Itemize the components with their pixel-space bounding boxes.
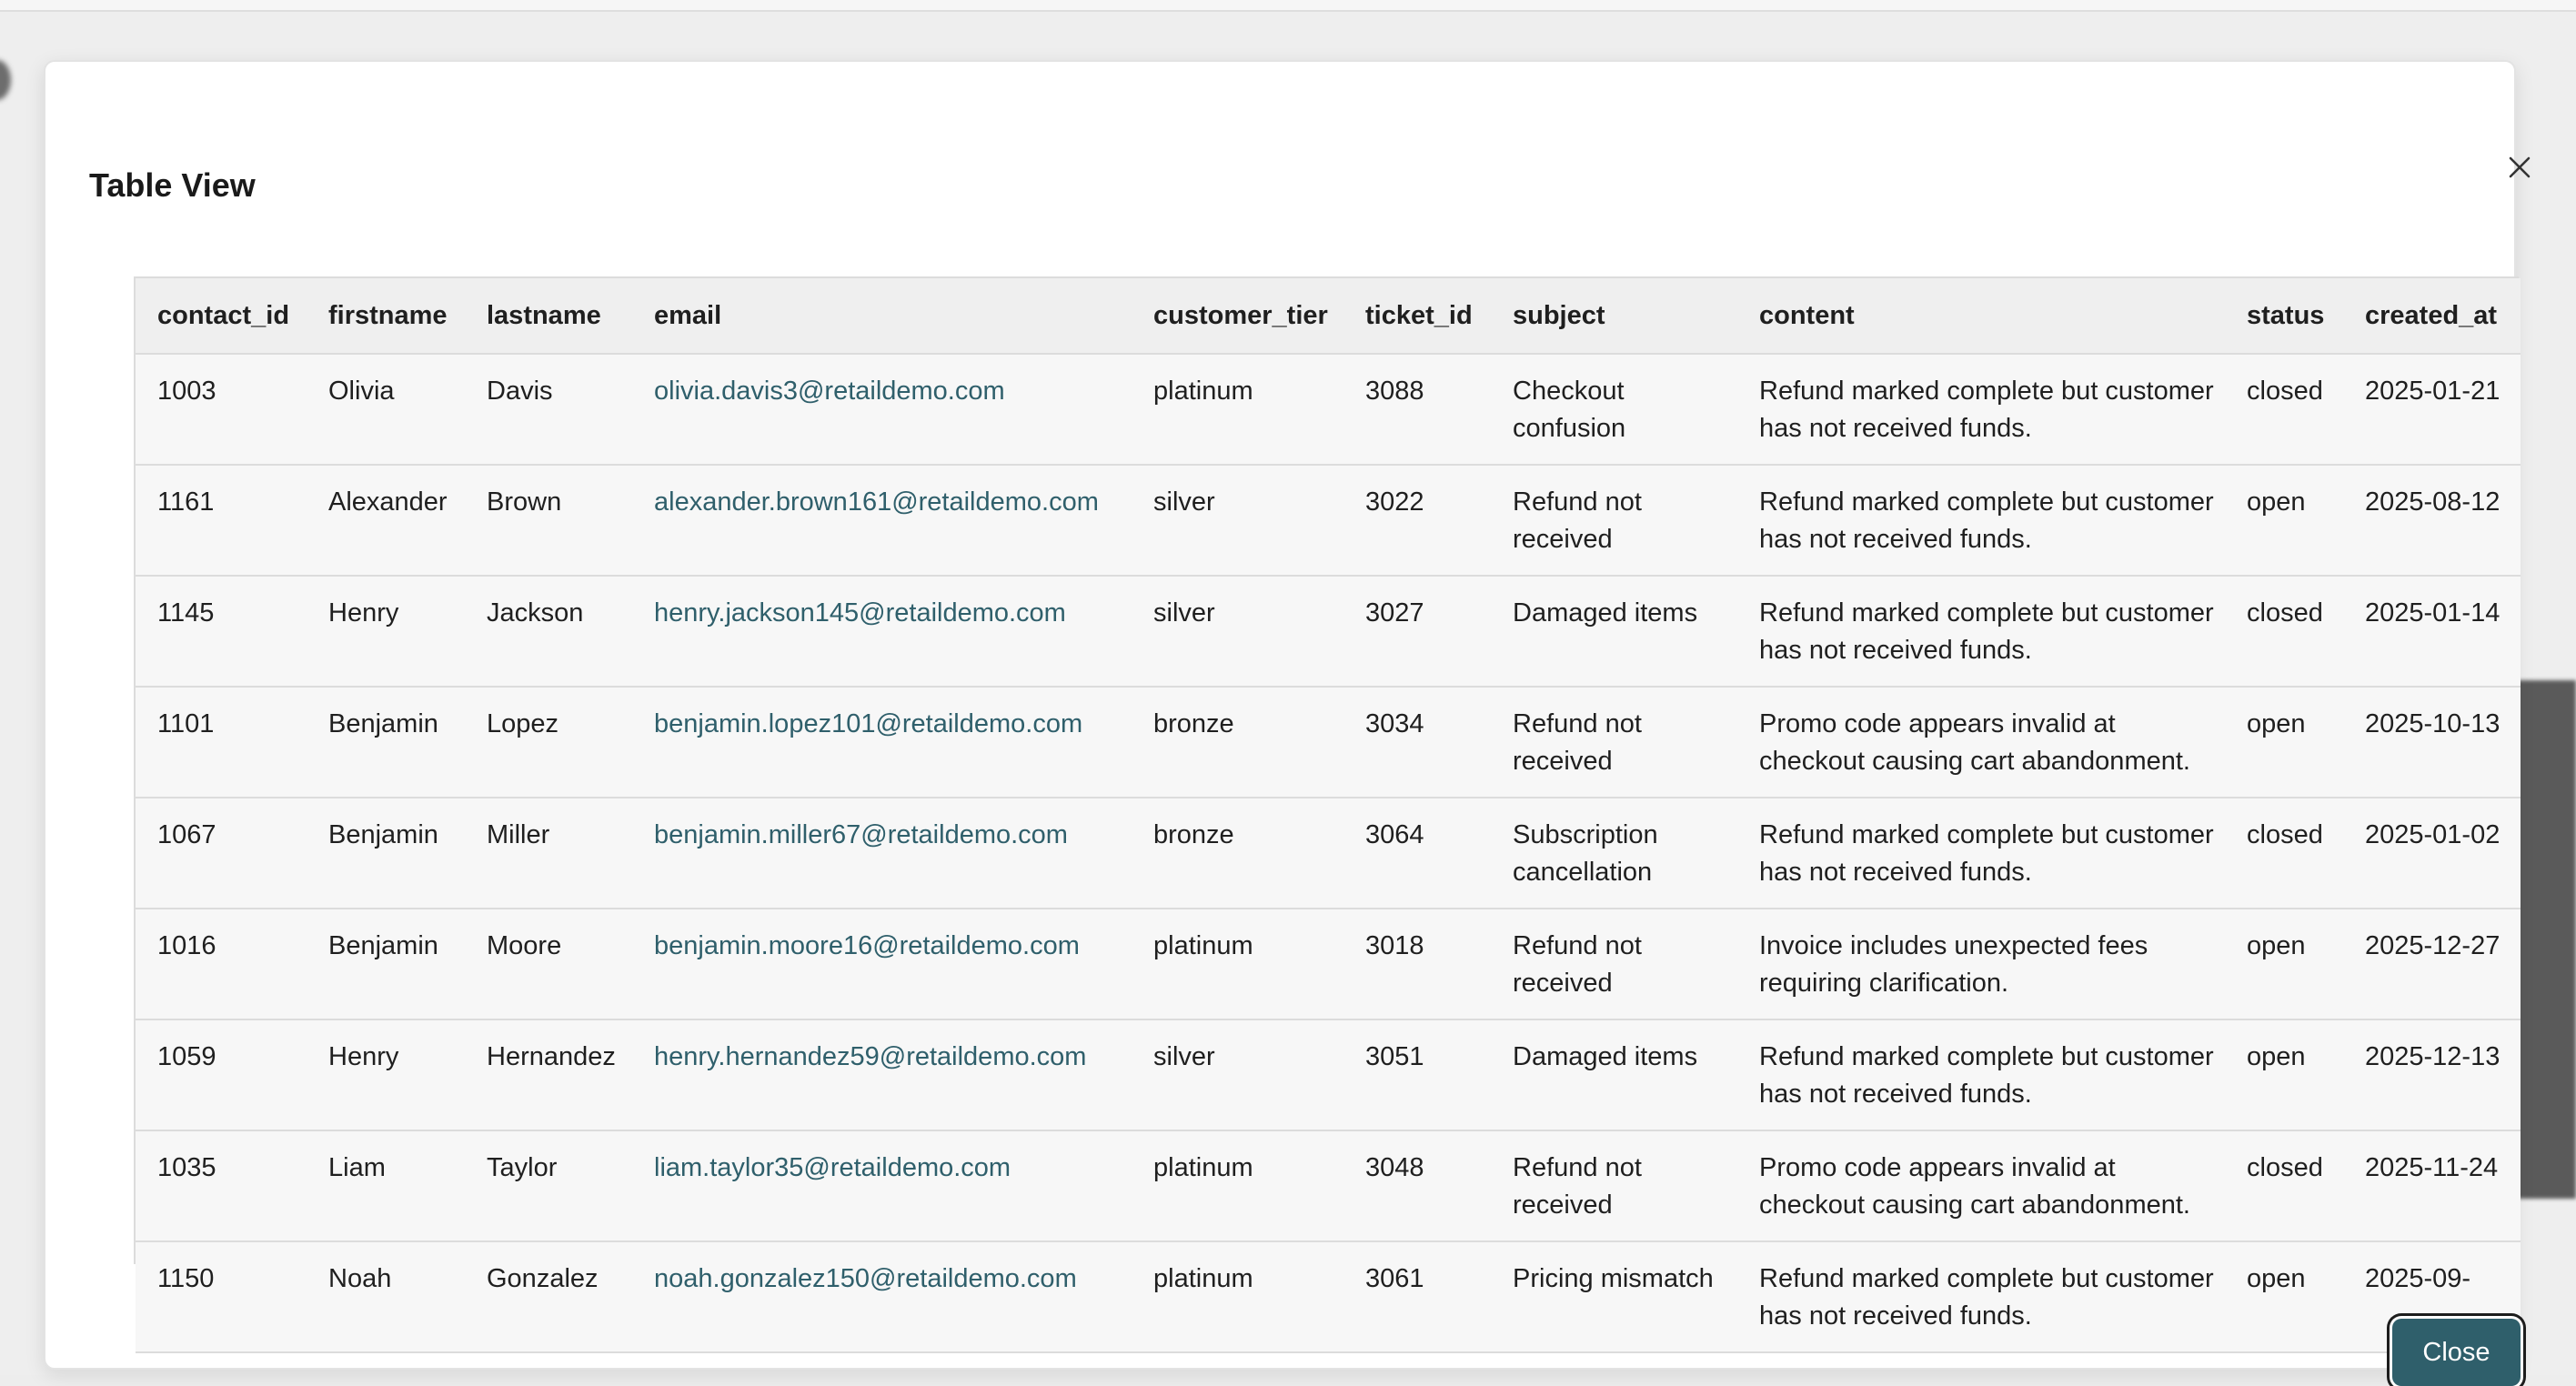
cell-subject: Pricing mismatch <box>1491 1241 1737 1352</box>
cell-status: open <box>2225 465 2343 576</box>
cell-subject: Damaged items <box>1491 576 1737 687</box>
cell-firstname: Benjamin <box>307 909 465 1019</box>
data-table-scroll-area[interactable] <box>134 276 2519 1331</box>
table-row[interactable] <box>136 465 2521 576</box>
cell-status: open <box>2225 909 2343 1019</box>
column-header-content[interactable]: content <box>1737 278 2225 354</box>
cell-ticket-id: 3051 <box>1343 1019 1491 1130</box>
cell-ticket-id: 3027 <box>1343 576 1491 687</box>
cell-content: Refund marked complete but customer has not received funds. <box>1737 798 2225 909</box>
background-header <box>0 0 2576 12</box>
cell-created-at: 2025-08-12 <box>2343 465 2521 576</box>
cell-lastname: Taylor <box>465 1130 632 1241</box>
table-row[interactable] <box>136 576 2521 687</box>
cell-content: Promo code appears invalid at checkout causing cart abandonment. <box>1737 687 2225 798</box>
cell-lastname: Jackson <box>465 576 632 687</box>
cell-status: open <box>2225 1241 2343 1352</box>
cell-content: Invoice includes unexpected fees requiring clarification. <box>1737 909 2225 1019</box>
cell-lastname: Miller <box>465 798 632 909</box>
cell-firstname: Liam <box>307 1130 465 1241</box>
cell-customer-tier: platinum <box>1132 909 1343 1019</box>
column-header-customer-tier[interactable]: customer_tier <box>1132 278 1343 354</box>
cell-firstname: Henry <box>307 1019 465 1130</box>
cell-content: Refund marked complete but customer has not received funds. <box>1737 1019 2225 1130</box>
cell-subject: Subscription cancellation <box>1491 798 1737 909</box>
close-icon-glyph <box>2508 156 2531 179</box>
column-header-firstname[interactable]: firstname <box>307 278 465 354</box>
cell-lastname: Gonzalez <box>465 1241 632 1352</box>
cell-created-at: 2025-11-24 <box>2343 1130 2521 1241</box>
table-row[interactable] <box>136 1019 2521 1130</box>
cell-content: Refund marked complete but customer has not received funds. <box>1737 576 2225 687</box>
table-row[interactable] <box>136 1241 2521 1352</box>
cell-content: Refund marked complete but customer has not received funds. <box>1737 1241 2225 1352</box>
cell-lastname: Moore <box>465 909 632 1019</box>
column-header-contact-id[interactable]: contact_id <box>136 278 307 354</box>
cell-contact-id: 1161 <box>136 465 307 576</box>
cell-customer-tier: bronze <box>1132 798 1343 909</box>
column-header-subject[interactable]: subject <box>1491 278 1737 354</box>
cell-status: closed <box>2225 1130 2343 1241</box>
cell-lastname: Brown <box>465 465 632 576</box>
cell-contact-id: 1016 <box>136 909 307 1019</box>
cell-customer-tier: platinum <box>1132 1241 1343 1352</box>
cell-email[interactable]: henry.jackson145@retaildemo.com <box>632 576 1132 687</box>
cell-subject: Refund not received <box>1491 1130 1737 1241</box>
cell-contact-id: 1035 <box>136 1130 307 1241</box>
cell-created-at: 2025-12-27 <box>2343 909 2521 1019</box>
modal-title: Table View <box>89 166 256 204</box>
cell-subject: Damaged items <box>1491 1019 1737 1130</box>
cell-ticket-id: 3022 <box>1343 465 1491 576</box>
cell-ticket-id: 3088 <box>1343 354 1491 465</box>
cell-firstname: Olivia <box>307 354 465 465</box>
cell-email[interactable]: benjamin.miller67@retaildemo.com <box>632 798 1132 909</box>
cell-firstname: Benjamin <box>307 798 465 909</box>
cell-content: Refund marked complete but customer has not received funds. <box>1737 354 2225 465</box>
cell-customer-tier: platinum <box>1132 1130 1343 1241</box>
cell-lastname: Lopez <box>465 687 632 798</box>
cell-ticket-id: 3064 <box>1343 798 1491 909</box>
cell-firstname: Alexander <box>307 465 465 576</box>
cell-contact-id: 1067 <box>136 798 307 909</box>
cell-created-at: 2025-01-02 <box>2343 798 2521 909</box>
cell-ticket-id: 3034 <box>1343 687 1491 798</box>
cell-created-at: 2025-01-21 <box>2343 354 2521 465</box>
cell-contact-id: 1145 <box>136 576 307 687</box>
cell-customer-tier: bronze <box>1132 687 1343 798</box>
cell-lastname: Hernandez <box>465 1019 632 1130</box>
cell-email[interactable]: benjamin.moore16@retaildemo.com <box>632 909 1132 1019</box>
cell-customer-tier: platinum <box>1132 354 1343 465</box>
column-header-lastname[interactable]: lastname <box>465 278 632 354</box>
cell-customer-tier: silver <box>1132 465 1343 576</box>
cell-email[interactable]: henry.hernandez59@retaildemo.com <box>632 1019 1132 1130</box>
close-button[interactable]: Close <box>2392 1319 2521 1386</box>
cell-status: closed <box>2225 798 2343 909</box>
column-header-status[interactable]: status <box>2225 278 2343 354</box>
table-row[interactable] <box>136 354 2521 465</box>
cell-firstname: Henry <box>307 576 465 687</box>
table-view-modal <box>44 60 2516 1370</box>
cell-subject: Refund not received <box>1491 465 1737 576</box>
cell-status: open <box>2225 1019 2343 1130</box>
column-header-email[interactable]: email <box>632 278 1132 354</box>
cell-firstname: Benjamin <box>307 687 465 798</box>
cell-subject: Checkout confusion <box>1491 354 1737 465</box>
cell-created-at: 2025-12-13 <box>2343 1019 2521 1130</box>
cell-contact-id: 1150 <box>136 1241 307 1352</box>
cell-content: Refund marked complete but customer has not received funds. <box>1737 465 2225 576</box>
cell-ticket-id: 3048 <box>1343 1130 1491 1241</box>
cell-customer-tier: silver <box>1132 576 1343 687</box>
cell-subject: Refund not received <box>1491 687 1737 798</box>
cell-email[interactable]: alexander.brown161@retaildemo.com <box>632 465 1132 576</box>
cell-status: open <box>2225 687 2343 798</box>
cell-subject: Refund not received <box>1491 909 1737 1019</box>
cell-created-at: 2025-09- <box>2343 1241 2521 1352</box>
data-table <box>136 278 2521 1353</box>
column-header-created-at[interactable]: created_at <box>2343 278 2521 354</box>
cell-ticket-id: 3018 <box>1343 909 1491 1019</box>
close-icon[interactable] <box>2501 149 2538 186</box>
cell-created-at: 2025-01-14 <box>2343 576 2521 687</box>
cell-status: closed <box>2225 354 2343 465</box>
cell-email[interactable]: noah.gonzalez150@retaildemo.com <box>632 1241 1132 1352</box>
cell-contact-id: 1059 <box>136 1019 307 1130</box>
cell-firstname: Noah <box>307 1241 465 1352</box>
table-row[interactable] <box>136 909 2521 1019</box>
table-header-row <box>136 278 2521 354</box>
cell-content: Promo code appears invalid at checkout causing cart abandonment. <box>1737 1130 2225 1241</box>
column-header-ticket-id[interactable]: ticket_id <box>1343 278 1491 354</box>
cell-created-at: 2025-10-13 <box>2343 687 2521 798</box>
cell-customer-tier: silver <box>1132 1019 1343 1130</box>
cell-status: closed <box>2225 576 2343 687</box>
cell-contact-id: 1101 <box>136 687 307 798</box>
cell-email[interactable]: olivia.davis3@retaildemo.com <box>632 354 1132 465</box>
cell-email[interactable]: benjamin.lopez101@retaildemo.com <box>632 687 1132 798</box>
table-row[interactable] <box>136 1130 2521 1241</box>
cell-contact-id: 1003 <box>136 354 307 465</box>
table-row[interactable] <box>136 687 2521 798</box>
table-body <box>136 354 2521 1352</box>
cell-ticket-id: 3061 <box>1343 1241 1491 1352</box>
table-row[interactable] <box>136 798 2521 909</box>
background-element <box>0 60 11 100</box>
cell-email[interactable]: liam.taylor35@retaildemo.com <box>632 1130 1132 1241</box>
cell-lastname: Davis <box>465 354 632 465</box>
